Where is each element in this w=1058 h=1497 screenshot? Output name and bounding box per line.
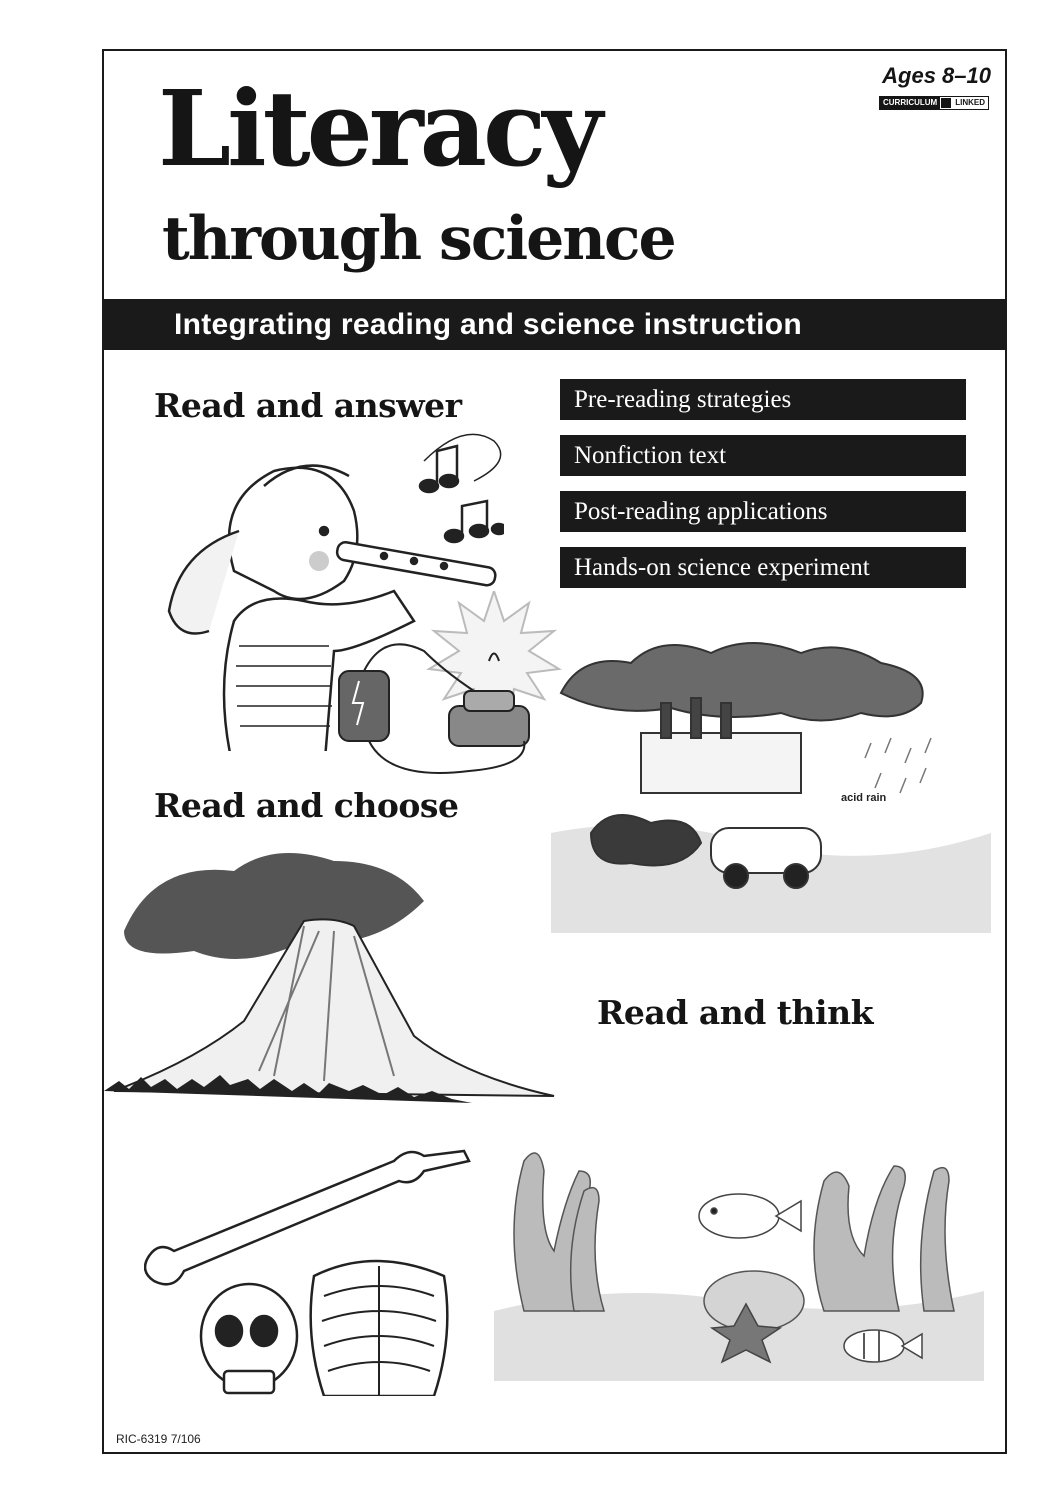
feature-list: [560, 379, 966, 603]
feature-item: Nonfiction text: [560, 435, 966, 476]
volcano-illustration: [104, 841, 574, 1111]
section-read-and-choose: Read and choose: [154, 786, 459, 825]
book-title: Literacy: [158, 67, 599, 190]
feature-item: Pre-reading strategies: [560, 379, 966, 420]
feature-item: Hands-on science experiment: [560, 547, 966, 588]
acid-rain-illustration: [551, 633, 991, 933]
curriculum-linked-badge: [879, 96, 989, 110]
badge-icon: [941, 98, 951, 108]
section-read-and-think: Read and think: [597, 993, 873, 1032]
circuit-illustration: [329, 591, 579, 781]
book-cover: [102, 49, 1007, 1454]
book-subtitle: through science: [162, 204, 675, 274]
product-code: RIC-6319 7/106: [116, 1432, 201, 1446]
badge-left-label: CURRICULUM: [880, 97, 940, 109]
coral-reef-illustration: [494, 1111, 984, 1391]
acid-rain-label: acid rain: [841, 792, 887, 804]
feature-item: Post-reading applications: [560, 491, 966, 532]
section-read-and-answer: Read and answer: [154, 386, 462, 425]
badge-right-label: LINKED: [955, 98, 985, 107]
banner: Integrating reading and science instruction: [104, 299, 1005, 350]
age-range: Ages 8–10: [882, 63, 991, 88]
skeleton-illustration: [144, 1116, 484, 1396]
